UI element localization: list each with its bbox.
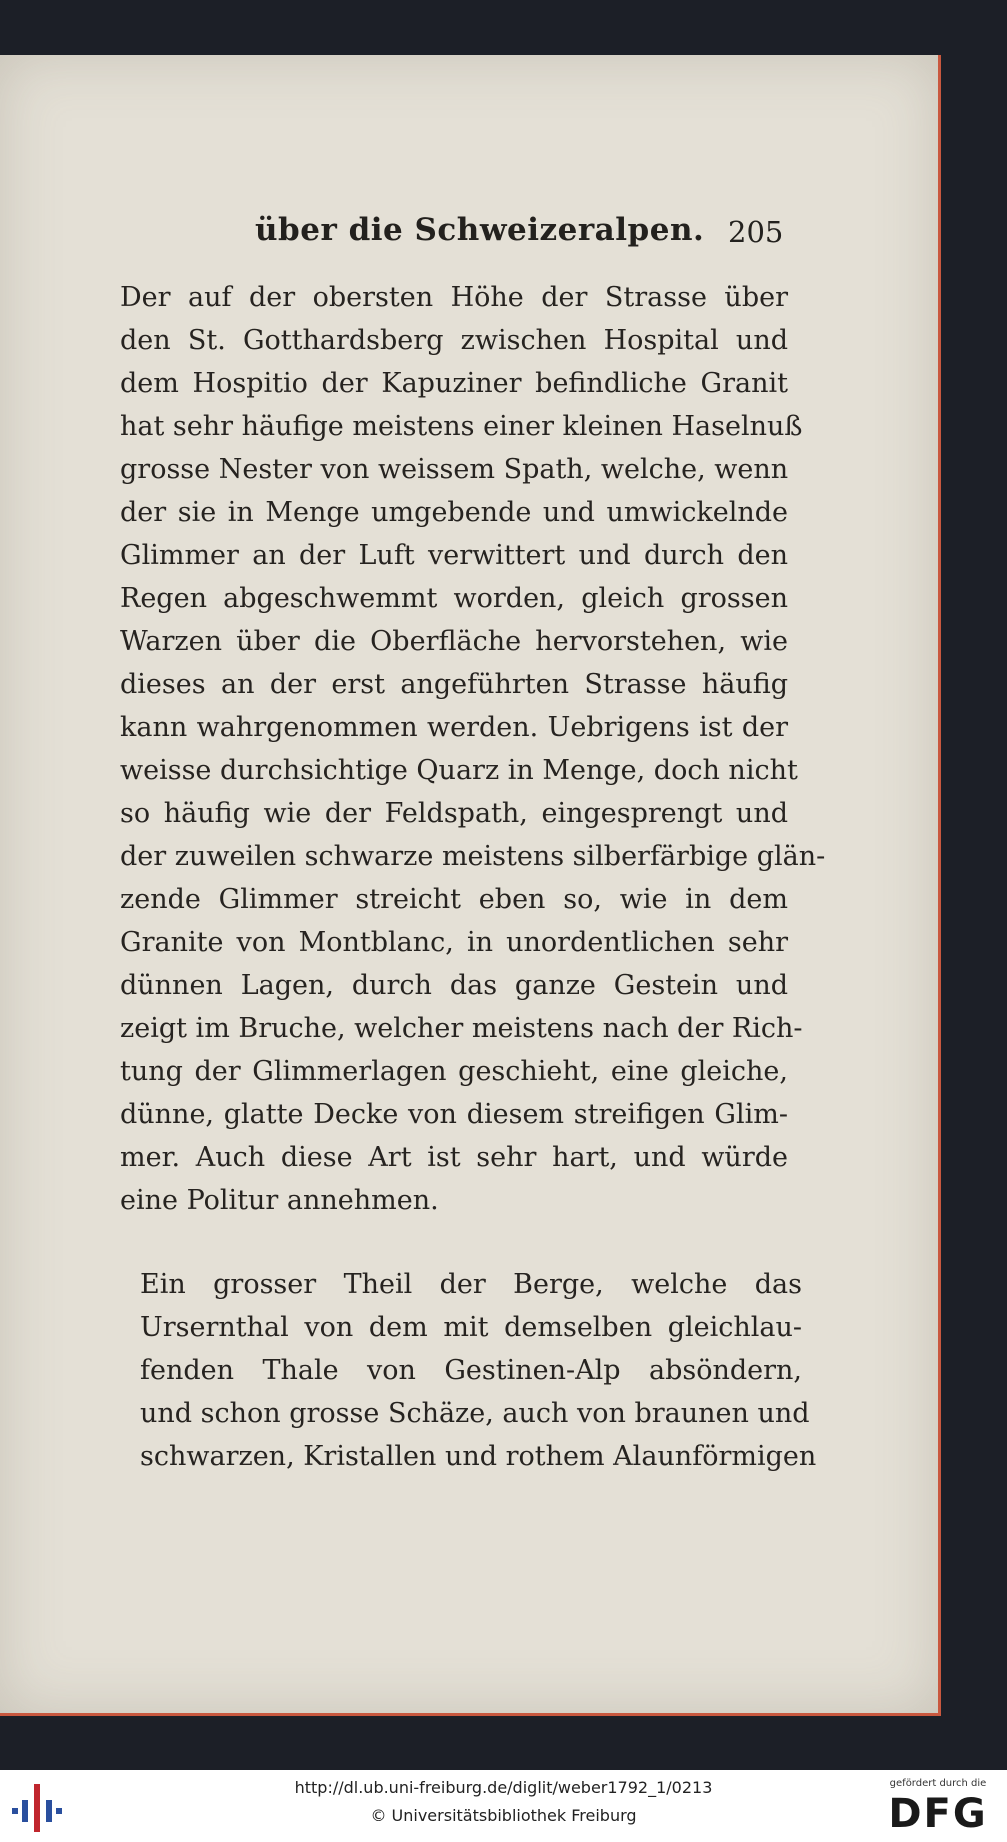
text-line: zeigt im Bruche, welcher meistens nach der Rich- xyxy=(120,1013,803,1044)
text-line: Ursernthal von dem mit demselben gleichlau- xyxy=(140,1312,802,1343)
text-line: Ein grosser Theil der Berge, welche das xyxy=(140,1269,802,1300)
text-line: so häufig wie der Feldspath, eingesprengt und xyxy=(120,798,788,829)
running-head: über die Schweizeralpen. xyxy=(255,212,705,248)
text-line: weisse durchsichtige Quarz in Menge, doch nicht xyxy=(120,755,798,786)
copyright-notice: © Universitätsbibliothek Freiburg xyxy=(370,1806,637,1825)
text-line: der zuweilen schwarze meistens silberfärbige glän- xyxy=(120,841,826,872)
text-line: Glimmer an der Luft verwittert und durch den xyxy=(120,540,788,571)
text-line: dünne, glatte Decke von diesem streifigen Glim- xyxy=(120,1099,788,1130)
paragraph-2 xyxy=(140,1263,817,1478)
funding-note: gefördert durch die xyxy=(889,1778,987,1789)
page-number: 205 xyxy=(728,215,784,249)
text-line: zende Glimmer streicht eben so, wie in dem xyxy=(120,884,788,915)
text-line: dünnen Lagen, durch das ganze Gestein und xyxy=(120,970,788,1001)
text-line: fenden Thale von Gestinen-Alp absöndern, xyxy=(140,1355,802,1386)
text-line: dem Hospitio der Kapuziner befindliche Granit xyxy=(120,368,788,399)
text-line: Der auf der obersten Höhe der Strasse über xyxy=(120,282,788,313)
text-line: Granite von Montblanc, in unordentlichen sehr xyxy=(120,927,788,958)
text-line: Regen abgeschwemmt worden, gleich grossen xyxy=(120,583,788,614)
text-line: tung der Glimmerlagen geschieht, eine gleiche, xyxy=(120,1056,788,1087)
text-line: mer. Auch diese Art ist sehr hart, und würde xyxy=(120,1142,788,1173)
text-line: grosse Nester von weissem Spath, welche, wenn xyxy=(120,454,789,485)
paragraph-1 xyxy=(120,276,826,1222)
text-line: der sie in Menge umgebende und umwickelnde xyxy=(120,497,788,528)
text-line: eine Politur annehmen. xyxy=(120,1185,439,1216)
text-line: schwarzen, Kristallen und rothem Alaunförmigen xyxy=(140,1441,817,1472)
dfg-logo: DFG xyxy=(888,1791,988,1837)
text-line: den St. Gotthardsberg zwischen Hospital und xyxy=(120,325,788,356)
text-line: Warzen über die Oberfläche hervorstehen, wie xyxy=(120,626,788,657)
text-line: dieses an der erst angeführten Strasse häufig xyxy=(120,669,788,700)
text-line: kann wahrgenommen werden. Uebrigens ist der xyxy=(120,712,788,743)
permalink-url[interactable]: http://dl.ub.uni-freiburg.de/diglit/weber1792_1/0213 xyxy=(294,1778,713,1797)
text-line: hat sehr häufige meistens einer kleinen Haselnuß xyxy=(120,411,803,442)
text-line: und schon grosse Schäze, auch von braunen und xyxy=(140,1398,810,1429)
viewer-footer xyxy=(0,1770,1007,1842)
